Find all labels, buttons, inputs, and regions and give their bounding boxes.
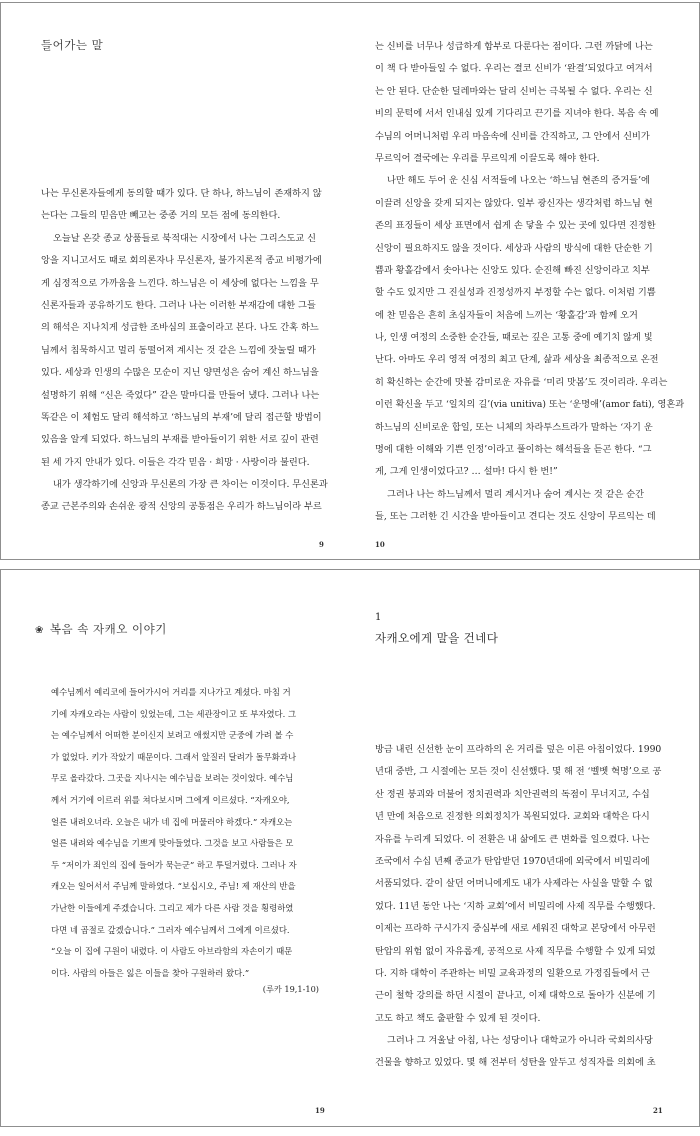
text-line: 난다. 아마도 우리 영적 여정의 최고 단계, 삶과 세상을 최종적으로 온전	[375, 354, 659, 366]
text-line: 는 안 된다. 단순한 딜레마와는 달리 신비는 극복될 수 없다. 우리는 신	[375, 85, 653, 97]
text-line: 된 세 가지 안내가 있다. 이들은 각각 믿음 · 희망 · 사랑이라 불린다.	[41, 456, 310, 468]
text-line: 캐오는 일어서서 주님께 말하였다. “보십시오, 주님! 제 재산의 반을	[51, 881, 296, 892]
text-line: 똑같은 이 체험도 달리 해석하고 ‘하느님의 부재’에 달리 접근할 방법이	[41, 411, 322, 423]
text-line: 나, 인생 여정의 소중한 순간들, 때로는 깊은 고통 중에 예기치 않게 빛	[375, 332, 653, 344]
text-line: 게 심정적으로 가까움을 느낀다. 하느님은 이 세상에 없다는 느낌을 무	[41, 277, 319, 289]
paragraph	[375, 484, 693, 529]
text-line: 종교 근본주의와 손쉬운 광적 신앙의 공통점은 우리가 하느님이라 부르	[41, 501, 322, 513]
text-line: 수님의 어머니처럼 우리 마음속에 신비를 간직하고, 그 안에서 신비가	[375, 130, 650, 142]
text-line: 할 수도 있지만 그 진실성과 진정성까지 부정할 수는 없다. 이처럼 기쁨	[375, 287, 656, 299]
paragraph	[375, 1030, 693, 1075]
body-text	[375, 739, 693, 1075]
text-line: 고도 하고 책도 출판할 수 있게 된 것이다.	[375, 1012, 541, 1024]
page-number: 10	[375, 540, 385, 549]
text-line: 신론자들과 공유하기도 한다. 그러나 나는 이러한 부재감에 대한 그들	[41, 299, 316, 311]
text-line: 건물을 향하고 있었다. 몇 해 전부터 성탄을 앞두고 성직자를 의회에 초	[375, 1057, 656, 1069]
text-line: 기에 자캐오라는 사람이 있었는데, 그는 세관장이고 또 부자였다. 그	[51, 708, 297, 719]
quote-block	[51, 682, 319, 984]
text-line: 서품되었다. 같이 살던 어머니에게도 내가 사제라는 사실을 말할 수 없	[375, 878, 653, 890]
text-line: 있음을 알게 되었다. 하느님의 부재를 받아들이기 위한 서로 깊이 관련	[41, 434, 319, 446]
text-line: 무로 올라갔다. 그곳을 지나시는 예수님을 보려는 것이었다. 예수님	[51, 773, 294, 784]
leaf-ornament-icon: ❀	[35, 625, 44, 636]
text-line: 었다. 11년 동안 나는 ‘지하 교회’에서 비밀리에 사제 직무를 수행했다.	[375, 900, 656, 912]
paragraph	[41, 474, 359, 519]
text-line: 다면 네 곱절로 갚겠습니다.” 그러자 예수님께서 그에게 이르셨다.	[51, 924, 290, 935]
page-number: 19	[315, 1106, 325, 1115]
paragraph	[375, 36, 693, 170]
text-line: 얼른 내려오너라. 오늘은 내가 네 집에 머물러야 하겠다.” 자캐오는	[51, 816, 293, 827]
text-line: “오늘 이 집에 구원이 내렸다. 이 사람도 아브라함의 자손이기 때문	[51, 946, 293, 957]
text-line: 근이 철학 강의를 하던 시절이 끝나고, 이제 대학으로 돌아가 신분에 기	[375, 990, 656, 1002]
text-line: 비의 문턱에 서서 인내심 있게 기다리고 끈기를 지녀야 한다. 복음 속 예	[375, 108, 659, 120]
text-line: 그러나 그 겨울날 아침, 나는 성당이나 대학교가 아니라 국회의사당	[387, 1035, 653, 1047]
text-line: 이 책 다 받아들일 수 없다. 우리는 결코 신비가 ‘완결’되었다고 여겨서	[375, 63, 653, 75]
text-line: 년대 중반, 그 시절에는 모든 것이 신선했다. 몇 해 전 ‘벨벳 혁명’으로 공	[375, 766, 662, 778]
page-number: 21	[653, 1106, 663, 1115]
text-line: 년 만에 처음으로 진정한 의회정치가 복원되었다. 교회와 대학은 다시	[375, 811, 650, 823]
text-line: 있다. 세상과 인생의 수많은 모순이 지닌 양면성은 숨어 계신 하느님을	[41, 367, 319, 379]
text-line: 는 신비를 너무나 성급하게 함부로 다룬다는 점이다. 그런 까닭에 나는	[375, 41, 653, 52]
running-head	[35, 621, 167, 637]
text-line: 존의 표징들이 세상 표면에서 쉽게 손 닿을 수 있는 곳에 있다면 진정한	[375, 220, 656, 232]
scripture-quote	[51, 682, 319, 995]
text-line: 나는 무신론자들에게 동의할 때가 있다. 단 하나, 하느님이 존재하지 않	[41, 188, 322, 199]
text-line: 얼른 내려와 예수님을 기쁘게 맞아들였다. 그것을 보고 사람들은 모	[51, 838, 294, 849]
book-spread-top	[0, 2, 700, 560]
text-line: 자유를 누리게 되었다. 이 전환은 내 삶에도 큰 변화를 일으켰다. 나는	[375, 833, 650, 845]
body-text	[41, 183, 359, 519]
text-line: 신앙이 필요하지도 않을 것이다. 세상과 사람의 방식에 대한 단순한 기	[375, 242, 653, 254]
text-line: 설명하기 위해 “신은 죽었다” 같은 말마디를 만들어 냈다. 그러나 나는	[41, 389, 320, 401]
paragraph	[375, 739, 693, 1030]
text-line: 는다는 그들의 믿음만 빼고는 중종 거의 모든 점에 동의한다.	[41, 210, 281, 222]
text-line: 에 찬 믿음은 흔히 초심자들이 처음에 느끼는 ‘황홀감’과 함께 오거	[375, 309, 638, 321]
text-line: 이런 확신을 두고 ‘일치의 길’(via unitiva) 또는 ‘운명애’(amor fati), 영혼과	[375, 399, 685, 411]
paragraph	[41, 228, 359, 474]
running-head-label: 복음 속 자캐오 이야기	[49, 622, 167, 636]
text-line: 나만 해도 두어 운 신심 서적들에 나오는 ‘하느님 현존의 증거들’에	[387, 175, 650, 187]
text-line: 조국에서 수십 년째 종교가 탄압받던 1970년대에 외국에서 비밀리에	[375, 855, 650, 867]
text-line: 예수님께서 예리코에 들어가시어 거리를 지나가고 계셨다. 마침 거	[51, 687, 291, 697]
chapter-title: 자캐오에게 말을 건네다	[375, 631, 499, 645]
page-number: 9	[319, 540, 324, 549]
text-line: 이다. 사람의 아들은 잃은 이들을 찾아 구원하러 왔다.”	[51, 967, 250, 978]
text-line: 두 “저이가 죄인의 집에 들어가 묵는군” 하고 투덜거렸다. 그러나 자	[51, 859, 297, 870]
page-21	[375, 570, 700, 1126]
text-line: 하느님의 신비로운 합일, 또는 니체의 차라투스트라가 말하는 ‘자기 운	[375, 421, 653, 433]
text-line: 방금 내린 신선한 눈이 프라하의 온 거리를 덮은 이른 아침이었다. 1990	[375, 744, 662, 755]
text-line: 명에 대한 이해와 기쁜 인정’이라고 풀이하는 해석들을 듣곤 한다. “그	[375, 444, 652, 456]
text-line: 탄압의 위험 없이 자유롭게, 공적으로 사제 직무를 수행할 수 있게 되었	[375, 945, 656, 957]
text-line: 가 없었다. 키가 작았기 때문이다. 그래서 앞질러 달려가 돌무화과나	[51, 751, 297, 762]
bible-citation: (루카 19,1-10)	[262, 984, 319, 995]
text-line: 이제는 프라하 구시가지 중심부에 새로 세워진 대학교 본당에서 아무런	[375, 923, 656, 935]
body-text	[375, 36, 693, 529]
text-line: 히 확신하는 순간에 맛볼 감미로운 자유를 ‘미리 맛봄’도 것이리라. 우리는	[375, 376, 668, 388]
text-line: 쁨과 황홀감에서 솟아나는 신앙도 있다. 순진해 빠진 신앙이라고 치부	[375, 264, 650, 276]
page-19	[35, 570, 366, 1126]
text-line: 는 예수님께서 어떠한 분이신지 보려고 애썼지만 군중에 가려 볼 수	[51, 730, 294, 741]
text-line: 무르익어 결국에는 우리를 무르익게 이끌도록 해야 한다.	[375, 152, 600, 164]
text-line: 가난한 이들에게 주겠습니다. 그리고 제가 다른 사람 것을 횡령하였	[51, 902, 294, 913]
page-9	[41, 3, 366, 559]
text-line: 다. 지하 대학이 주관하는 비밀 교육과정의 일환으로 가정집들에서 근	[375, 967, 650, 979]
text-line: 께서 거기에 이르러 위를 쳐다보시며 그에게 이르셨다. “자캐오야,	[51, 794, 290, 805]
text-line: 이끌려 신앙을 갖게 되지는 않았다. 일부 광신자는 생각처럼 하느님 현	[375, 197, 653, 209]
text-line: 그러나 나는 하느님께서 멀리 계시거나 숨어 계시는 것 같은 순간	[387, 488, 645, 500]
text-line: 앙을 지니고서도 때로 회의론자나 무신론자, 불가지론적 종교 비평가에	[41, 255, 322, 267]
paragraph	[41, 183, 359, 228]
text-line: 게, 그게 인생이었다고? … 설마! 다시 한 번!”	[375, 466, 558, 478]
text-line: 들, 또는 그러한 긴 시간을 받아들이고 견디는 것도 신앙이 무르익는 데	[375, 511, 656, 523]
paragraph	[375, 170, 693, 483]
text-line: 산 정권 붕괴와 더불어 정치권력과 치안권력의 독점이 무너지고, 수십	[375, 788, 650, 800]
chapter-number: 1	[375, 612, 382, 623]
text-line: 내가 생각하기에 신앙과 무신론의 가장 큰 차이는 이것이다. 무신론과	[53, 479, 328, 491]
text-line: 님께서 침묵하시고 멀리 동떨어져 계시는 것 같은 느낌에 잣눌릴 때가	[41, 344, 316, 356]
book-spread-bottom	[0, 569, 700, 1127]
page-10	[375, 3, 700, 559]
text-line: 오늘날 온갖 종교 상품들로 북적대는 시장에서 나는 그리스도교 신	[53, 232, 316, 244]
running-head: 들어가는 말	[41, 38, 104, 52]
text-line: 의 해석은 지나치게 성급한 조바심의 표출이라고 본다. 나도 간혹 하느	[41, 322, 319, 334]
